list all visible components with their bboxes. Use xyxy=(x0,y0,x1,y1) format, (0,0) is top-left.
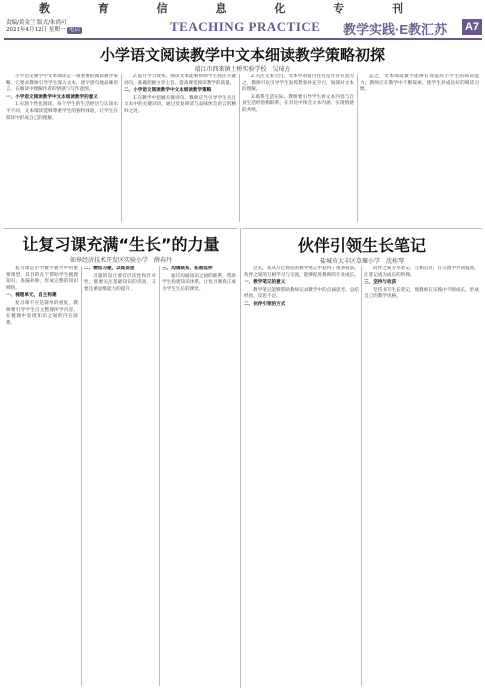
paragraph: 总之，文本细读教学能够有效提高小学生的阅读能力，教师应在教学中不断探索，使学生养成良好的阅读习惯。 xyxy=(360,74,479,93)
section-heading: 一、小学语文阅读教学中文本细读教学的意义 xyxy=(6,94,98,100)
paragraph: 3.联系生活实际。教师要引导学生将文本内容与自身生活经验相联系，在对比中体会文本内涵，实现情感的共鸣。 xyxy=(242,94,354,113)
column-divider xyxy=(361,266,362,686)
section-heading: 二、精选习题，以练促思 xyxy=(84,266,135,271)
article1-column-4 xyxy=(360,74,479,222)
paragraph: 过去，我从写过规范的教学笔记中获得了很多收获。伙伴之间的互相学习与交流，能够促进教师的专业成长。 xyxy=(244,266,359,278)
paragraph: 2.提升学习效率。细读文本能够帮助学生抓住关键词句，准确把握文章主旨，提高课堂阅读教学的质量。 xyxy=(124,74,236,86)
paragraph: 同伴之间分享笔记、互相点评，在交流中共同提高，让笔记成为成长的阶梯。 xyxy=(364,266,479,278)
paragraph: 1.实现个性化阅读。每个学生的生活经历与认知水平不同，文本细读能够尊重学生的独特体验，让学生在阅读中形成自己的理解。 xyxy=(6,102,118,121)
phone-tag: 电话 xyxy=(69,27,81,33)
article1-column-2 xyxy=(124,74,236,222)
paragraph: 习题的设计要有层次性和针对性，既要关注基础知识的巩固，又要注重思维能力的提升。 xyxy=(84,273,156,292)
column-divider xyxy=(81,266,82,686)
article3-title: 伙伴引领生长笔记 xyxy=(297,236,426,255)
section-divider xyxy=(242,228,482,229)
column-divider xyxy=(357,74,358,222)
weekday: 星期一 xyxy=(48,27,66,33)
section-heading: 三、沟通联系，拓展延伸 xyxy=(162,266,213,271)
paragraph: 复习课不应是简单的重复，教师要引导学生自主整理所学内容，在梳理中发现知识之间的内在联系。 xyxy=(6,300,78,326)
article2-column-1 xyxy=(6,266,78,686)
article1-column-3 xyxy=(242,74,354,222)
masthead-meta xyxy=(6,20,82,34)
editor-line: 责编/黄金兰 版式/朱尚可 xyxy=(6,20,67,26)
chinese-title: 教学实践·E教汇苏 xyxy=(343,22,448,37)
column-divider xyxy=(239,74,240,222)
date-line xyxy=(6,27,82,34)
section-heading: 一、梳理单元，自主构建 xyxy=(6,293,57,299)
article2-byline: 如皋经济技术开发区实验小学 薛春丹 xyxy=(69,258,172,264)
section-heading: 二、小学语文阅读教学中文本细读教学策略 xyxy=(124,88,212,94)
paragraph: 复习课是小学数学教学中的重要课型，其目的在于帮助学生梳理知识、查漏补缺，形成完整的知识网络。 xyxy=(6,266,78,291)
english-title: TEACHING PRACTICE xyxy=(170,19,321,34)
article1-title: 小学语文阅读教学中文本细读教学策略初探 xyxy=(99,46,385,64)
section-heading: 二、伙伴引领的方式 xyxy=(244,301,286,307)
article3-column-2 xyxy=(364,266,479,686)
article2-title: 让复习课充满“生长”的力量 xyxy=(22,235,220,254)
issue-date: 2021年4月12日 xyxy=(6,27,47,33)
paragraph: 通过沟通知识之间的联系，帮助学生构建知识体系，让复习课真正成为学生生长的课堂。 xyxy=(162,273,236,292)
column-divider xyxy=(240,228,241,688)
paragraph: 1.在教学中把握关键词句。教师应当引导学生关注文本中的关键词语，通过反复朗读与品味体会语言的精妙之处。 xyxy=(124,95,236,114)
paragraph: 小学语文教学中文本细读是一项重要的阅读教学策略，它要求教师引导学生深入文本，逐字逐句地品味语言，在细读中理解作者的情感与写作意图。 xyxy=(6,74,118,93)
masthead-rule xyxy=(4,38,482,40)
page-number: A7 xyxy=(462,19,482,35)
section-title: 教 育 信 息 化 专 刊 xyxy=(39,2,425,15)
section-divider xyxy=(4,228,238,229)
column-divider xyxy=(159,266,160,686)
article1-column-1 xyxy=(6,74,118,222)
masthead xyxy=(0,0,485,40)
article2-column-2 xyxy=(84,266,156,686)
column-divider xyxy=(121,74,122,222)
article3-column-1 xyxy=(244,266,359,686)
paragraph: 2.关注文本空白。文本中的留白往往是作者有意为之，教师可以引导学生发挥想象补充空白，加深对文本的理解。 xyxy=(242,74,354,93)
section-heading: 三、坚持与收获 xyxy=(364,280,397,286)
article3-byline: 盐城市大丰区草堰小学 沈桂琴 xyxy=(319,259,404,265)
section-heading: 一、教学笔记的意义 xyxy=(244,280,286,286)
paragraph: 坚持书写生长笔记，使教师在实践中不断成长，形成自己的教学风格。 xyxy=(364,287,479,300)
paragraph: 教学笔记能够帮助教师记录教学中的点滴思考，总结经验，反思不足。 xyxy=(244,287,359,300)
article1-byline: 靖江市西来镇土桥实验学校 吴琦方 xyxy=(194,67,291,73)
article2-column-3 xyxy=(162,266,236,686)
